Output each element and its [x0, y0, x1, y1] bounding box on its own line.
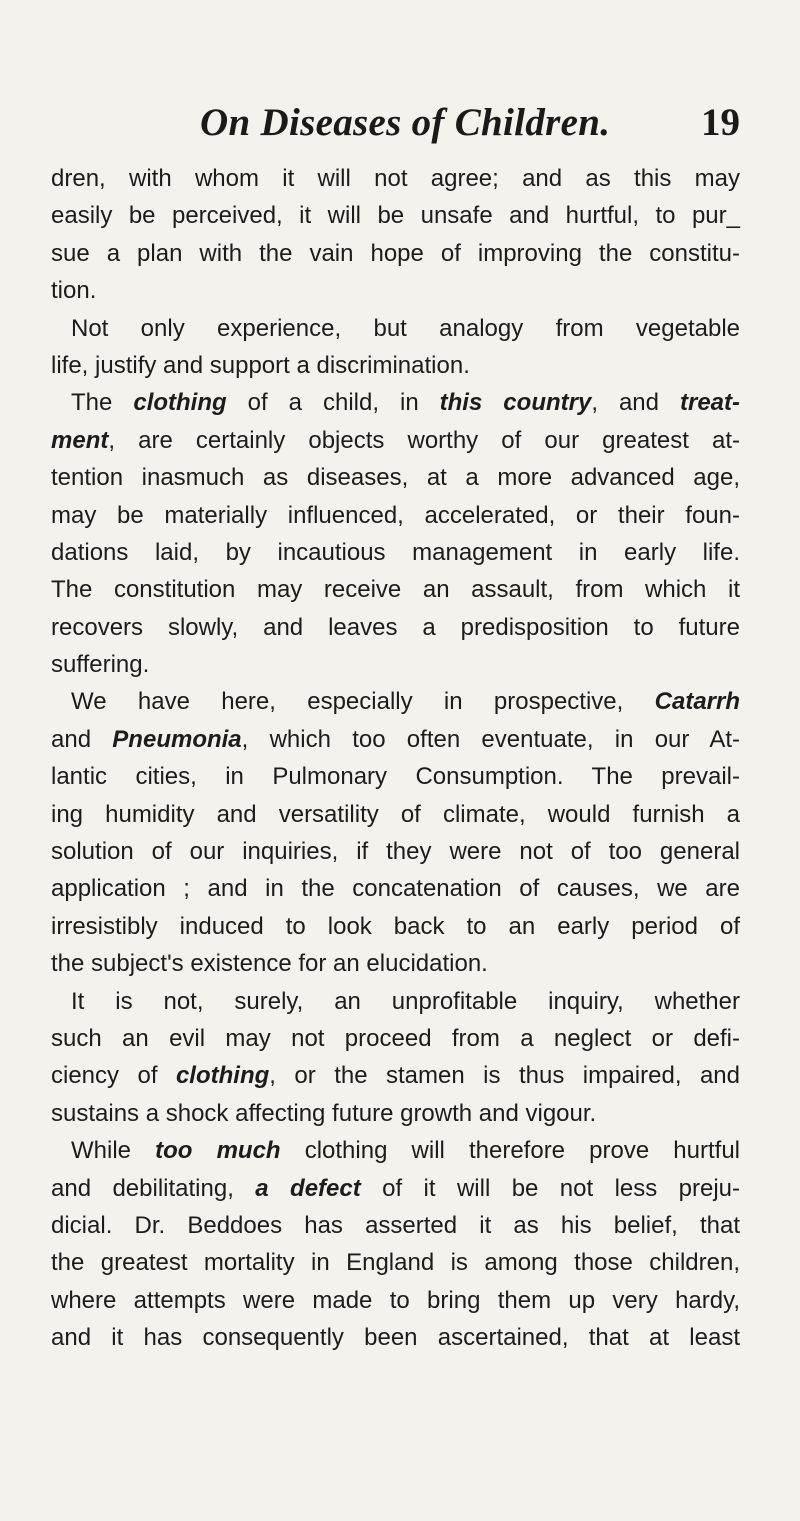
text-line — [51, 384, 740, 421]
text-line: may be materially influenced, accelerated, or their foun- — [51, 501, 740, 529]
text-run: of a child, in — [226, 389, 440, 417]
text-line: It is not, surely, an unprofitable inquiry, whether — [71, 987, 740, 1015]
italic-run: clothing — [133, 389, 227, 417]
text-line: The constitution may receive an assault, from which it — [51, 576, 740, 604]
italic-run: too much — [155, 1137, 281, 1165]
italic-run: treat- — [679, 389, 740, 417]
text-line: irresistibly induced to look back to an early period of — [51, 912, 740, 940]
text-line: sustains a shock affecting future growth and vigour. — [51, 1099, 597, 1127]
text-line: where attempts were made to bring them up very hardy, — [51, 1286, 740, 1314]
italic-run: clothing — [175, 1062, 270, 1090]
italic-run: this country — [439, 389, 592, 417]
text-line: tention inasmuch as diseases, at a more advanced age, — [51, 464, 740, 492]
text-line: application ; and in the concatenation of causes, we are — [51, 875, 740, 903]
italic-run: a defect — [255, 1174, 361, 1202]
text-line — [51, 422, 740, 459]
text-line — [51, 683, 740, 720]
body-text — [51, 160, 740, 1357]
text-line: dren, with whom it will not agree; and as this may — [51, 165, 740, 192]
text-line: and it has consequently been ascertained, that at least — [51, 1324, 740, 1352]
italic-run: Pneumonia — [112, 725, 242, 753]
text-run: We have here, especially in prospective, — [71, 688, 655, 716]
italic-run: ment — [51, 426, 109, 454]
text-line: easily be perceived, it will be unsafe and hurtful, to pur_ — [51, 202, 740, 230]
text-line: the greatest mortality in England is among those children, — [51, 1249, 740, 1277]
text-line: Not only experience, but analogy from vegetable — [71, 314, 740, 342]
text-run: clothing will therefore prove hurtful — [280, 1137, 740, 1165]
text-line: life, justify and support a discrimination. — [51, 351, 470, 379]
text-line: solution of our inquiries, if they were not of too general — [51, 838, 740, 866]
text-run: , which too often eventuate, in our At- — [241, 725, 740, 753]
text-run: , and — [591, 389, 680, 417]
text-run: ciency of — [51, 1062, 176, 1090]
text-line: such an evil may not proceed from a neglect or defi- — [51, 1024, 740, 1052]
text-run: of it will be not less preju- — [360, 1174, 741, 1202]
italic-run: Catarrh — [654, 688, 740, 716]
text-line: dicial. Dr. Beddoes has asserted it as his belief, that — [51, 1211, 740, 1239]
text-line: recovers slowly, and leaves a predisposition to future — [51, 613, 740, 641]
text-run: While — [71, 1137, 156, 1165]
text-line — [51, 1170, 740, 1207]
text-run: and debilitating, — [51, 1174, 256, 1202]
text-line — [51, 1057, 740, 1094]
text-line: lantic cities, in Pulmonary Consumption. The prevail- — [51, 763, 740, 791]
text-line — [51, 721, 740, 758]
running-title: On Diseases of Children. — [200, 101, 611, 144]
text-line: suffering. — [51, 651, 150, 679]
text-run: , or the stamen is thus impaired, and — [269, 1062, 740, 1090]
running-head — [200, 100, 740, 160]
text-run: The — [71, 389, 134, 417]
text-line: the subject's existence for an elucidation. — [51, 950, 488, 978]
text-line: dations laid, by incautious management in early life. — [51, 538, 740, 566]
text-line: tion. — [51, 277, 97, 305]
text-run: , are certainly objects worthy of our greatest at- — [108, 426, 740, 454]
page-number: 19 — [701, 101, 740, 144]
text-line: ing humidity and versatility of climate, would furnish a — [51, 800, 740, 828]
text-run: and — [51, 725, 113, 753]
text-line — [51, 1132, 740, 1169]
text-line: sue a plan with the vain hope of improving the constitu- — [51, 239, 740, 267]
